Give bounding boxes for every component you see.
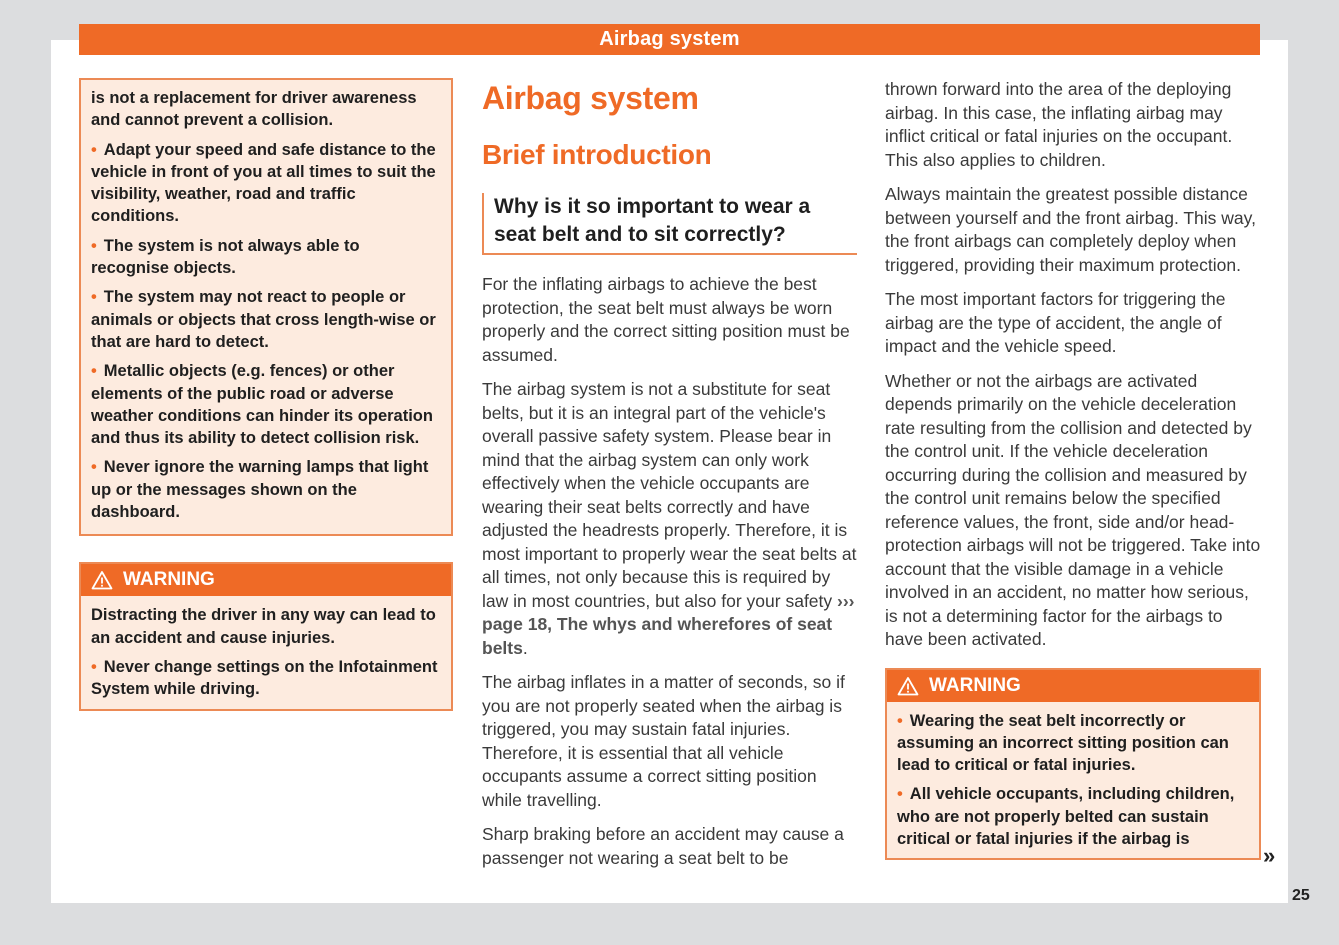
warning-bullet: • Wearing the seat belt incorrectly or assuming an incorrect sitting position can lead to critical or fatal injuries. xyxy=(897,710,1249,777)
warning-header xyxy=(81,564,451,596)
subsection-heading-box xyxy=(482,193,857,255)
note-bullet: • Metallic objects (e.g. fences) or other elements of the public road or adverse weather conditions can hinder its operation and thus its ability to detect collision risk. xyxy=(91,360,441,449)
warning-box-left xyxy=(79,562,453,710)
note-text: is not a replacement for driver awareness and cannot prevent a collision. xyxy=(91,89,417,130)
cross-reference-text: page 18, The whys and wherefores of seat belts xyxy=(482,614,833,658)
body-paragraph: The airbag inflates in a matter of seconds, so if you are not properly seated when the airbag is triggered, you may sustain fatal injuries. Therefore, it is essential that all vehicle occupants assume a correct sitting position while travelling. xyxy=(482,672,845,810)
right-column xyxy=(885,78,1261,860)
paragraph-text: The airbag system is not a substitute for seat belts, but it is an integral part of the vehicle's overall passive safety system. Please bear in mind that the airbag system can only work effectively when the vehicle occupants are wearing their seat belts correctly and have adjusted the headrests properly. Therefore, it is most important to properly wear the seat belts at all times, not only because this is required by law in most countries, but also for your safety xyxy=(482,379,857,611)
body-paragraph: Always maintain the greatest possible distance between yourself and the front airbag. This way, the front airbags can completely deploy when triggered, providing their maximum protection. xyxy=(885,184,1256,275)
section-title: Brief introduction xyxy=(482,139,712,170)
punctuation: . xyxy=(522,637,528,658)
body-paragraph: For the inflating airbags to achieve the best protection, the seat belt must always be worn properly and the correct sitting position must be assumed. xyxy=(482,274,850,365)
cross-reference-arrow-icon: ››› xyxy=(837,590,855,611)
warning-triangle-icon xyxy=(91,570,113,590)
note-box-continued xyxy=(79,78,453,536)
warning-body xyxy=(81,596,451,708)
body-paragraph: Sharp braking before an accident may cause a passenger not wearing a seat belt to be xyxy=(482,824,844,868)
warning-triangle-icon xyxy=(897,676,919,696)
body-paragraph xyxy=(482,378,857,660)
note-bullet: • Never ignore the warning lamps that light up or the messages shown on the dashboard. xyxy=(91,456,441,523)
chapter-title: Airbag system xyxy=(482,80,699,116)
body-paragraph: The most important factors for triggering the airbag are the type of accident, the angle of impact and the vehicle speed. xyxy=(885,289,1226,356)
body-paragraph: Whether or not the airbags are activated depends primarily on the vehicle deceleration rate resulting from the collision and detected by the control unit. If the vehicle deceleration occurring during the collision and measured by the control unit remains below the specified reference values, the front, side and/or head-protection airbags will not be triggered. Take into account that the visible damage in a vehicle involved in an accident, no matter how serious, is not a determining factor for the airbags to have been activated. xyxy=(885,370,1261,649)
note-bullet: • The system is not always able to recognise objects. xyxy=(91,235,441,280)
warning-body xyxy=(887,702,1259,859)
continued-next-page-icon: » xyxy=(1263,843,1276,868)
running-header: Airbag system xyxy=(79,24,1260,55)
middle-column xyxy=(482,78,857,881)
page-number: 25 xyxy=(1292,887,1310,904)
warning-label: WARNING xyxy=(123,569,215,591)
left-column xyxy=(79,78,453,711)
warning-bullet: • Never change settings on the Infotainment System while driving. xyxy=(91,656,441,701)
warning-header xyxy=(887,670,1259,702)
note-bullet: • The system may not react to people or animals or objects that cross length-wise or that are hard to detect. xyxy=(91,286,441,353)
warning-label: WARNING xyxy=(929,674,1021,696)
body-paragraph: thrown forward into the area of the deploying airbag. In this case, the inflating airbag may inflict critical or fatal injuries on the occupant. This also applies to children. xyxy=(885,79,1233,170)
warning-box-right xyxy=(885,668,1261,861)
warning-bullet: • All vehicle occupants, including children, who are not properly belted can sustain critical or fatal injuries if the airbag is xyxy=(897,783,1249,850)
subsection-heading: Why is it so important to wear a seat belt and to sit correctly? xyxy=(494,195,811,246)
warning-text: Distracting the driver in any way can lead to an accident and cause injuries. xyxy=(91,606,436,647)
note-bullet: • Adapt your speed and safe distance to the vehicle in front of you at all times to suit the visibility, weather, road and traffic conditions. xyxy=(91,139,441,228)
